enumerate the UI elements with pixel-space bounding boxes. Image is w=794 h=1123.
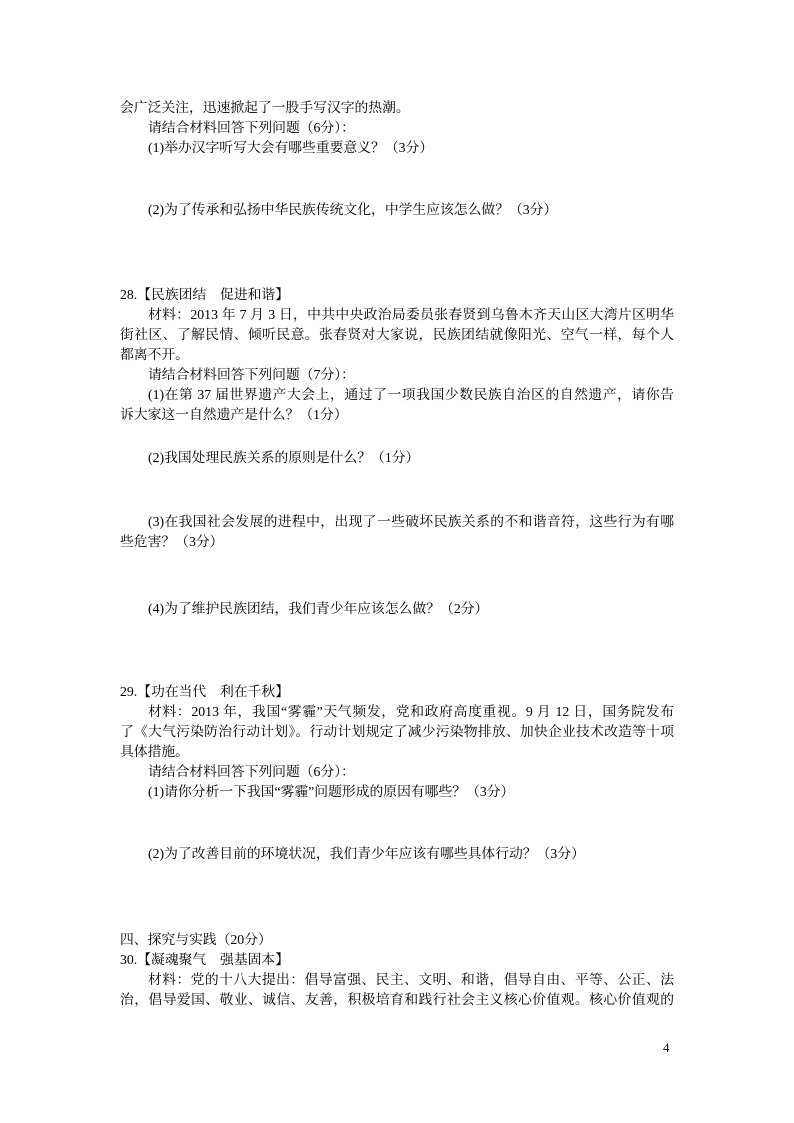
q29-sub-question-1: (1)请你分析一下我国“雾霾”问题形成的原因有哪些？（3分） — [148, 784, 515, 799]
q30-heading: 30.【凝魂聚气 强基固本】 — [120, 952, 290, 967]
q28-heading: 28.【民族团结 促进和谐】 — [120, 287, 290, 302]
q28-sub-question-3-line-1: (3)在我国社会发展的进程中，出现了一些破坏民族关系的不和谐音符，这些行为有哪 — [148, 514, 674, 529]
q28-sub-question-1-line-2: 诉大家这一自然遗产是什么？（1分） — [120, 407, 348, 422]
q29-instruction: 请结合材料回答下列问题（6分）： — [148, 764, 355, 779]
q28-sub-question-1-line-1: (1)在第 37 届世界遗产大会上，通过了一项我国少数民族自治区的自然遗产，请你告 — [148, 387, 674, 402]
q27-instruction: 请结合材料回答下列问题（6分）： — [148, 120, 355, 135]
q30-material-line-2: 治，倡导爱国、敬业、诚信、友善，积极培育和践行社会主义核心价值观。核心价值观的 — [120, 992, 674, 1007]
q28-instruction: 请结合材料回答下列问题（7分）： — [148, 367, 355, 382]
q28-material-line-2: 街社区、了解民情、倾听民意。张春贤对大家说，民族团结就像阳光、空气一样，每个人 — [120, 327, 674, 342]
q30-material-line-1: 材料：党的十八大提出：倡导富强、民主、文明、和谐，倡导自由、平等、公正、法 — [148, 972, 674, 987]
q28-sub-question-2: (2)我国处理民族关系的原则是什么？（1分） — [148, 450, 420, 465]
q29-material-line-1: 材料：2013 年，我国“雾霾”天气频发，党和政府高度重视。9 月 12 日，国务院发布 — [148, 704, 674, 719]
q28-sub-question-3-line-2: 些危害？（3分） — [120, 534, 224, 549]
page-number: 4 — [663, 1040, 670, 1055]
document-text-area — [120, 98, 674, 1010]
q28-material-line-3: 都离不开。 — [120, 347, 189, 362]
q28-sub-question-4: (4)为了维护民族团结，我们青少年应该怎么做？（2分） — [148, 601, 489, 616]
q29-material-line-3: 具体措施。 — [120, 744, 189, 759]
q29-material-line-2: 了《大气污染防治行动计划》。行动计划规定了减少污染物排放、加快企业技术改造等十项 — [120, 724, 674, 739]
q27-sub-question-2: (2)为了传承和弘扬中华民族传统文化，中学生应该怎么做？（3分） — [148, 202, 558, 217]
q27-continuation-line: 会广泛关注，迅速掀起了一股手写汉字的热潮。 — [120, 100, 410, 115]
q27-sub-question-1: (1)举办汉字听写大会有哪些重要意义？（3分） — [148, 140, 434, 155]
section-4-heading: 四、探究与实践（20分） — [120, 932, 272, 947]
q28-material-line-1: 材料：2013 年 7 月 3 日，中共中央政治局委员张春贤到乌鲁木齐天山区大湾片区明华 — [148, 307, 674, 322]
q29-heading: 29.【功在当代 利在千秋】 — [120, 684, 290, 699]
q29-sub-question-2: (2)为了改善目前的环境状况，我们青少年应该有哪些具体行动？（3分） — [148, 846, 585, 861]
